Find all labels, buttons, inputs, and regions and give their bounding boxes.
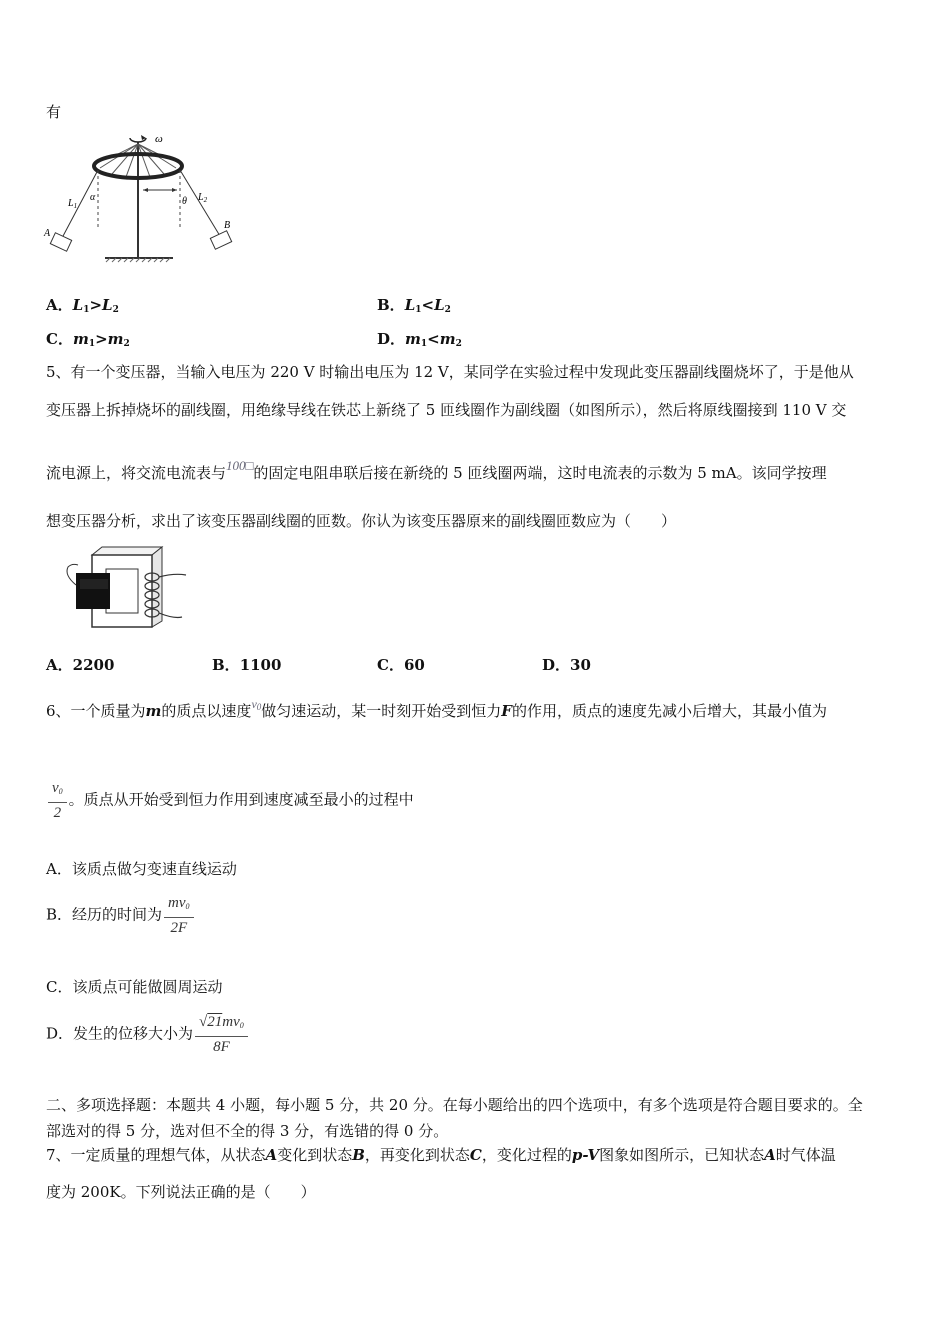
resistance-value-image: 100□ [226, 458, 254, 473]
q4-option-b[interactable]: B．$L_1<L_2$ [377, 296, 451, 315]
q5-line-4: 想变压器分析，求出了该变压器副线圈的匝数。你认为该变压器原来的副线圈匝数应为（ ） [46, 512, 677, 530]
q5-line-3: 流电源上，将交流电流表与100□的固定电阻串联后接在新绕的 5 匝线圈两端，这时电流表的示数为 5 mA。该同学按理 [46, 458, 827, 482]
q6-option-d[interactable]: D．发生的位移大小为 $\frac{√21mv_0}{8F}$ [46, 1012, 250, 1057]
q6-option-c[interactable]: C．该质点可能做圆周运动 [46, 978, 223, 996]
svg-text:A: A [44, 228, 51, 239]
transformer-figure [60, 545, 190, 630]
q4-option-d[interactable]: D．$m_1<m_2$ [377, 330, 462, 349]
q6-line-2: $\frac{v_0}{2}$ 。质点从开始受到恒力作用到速度减至最小的过程中 [46, 778, 414, 823]
q5-line-2: 变压器上拆掉烧坏的副线圈，用绝缘导线在铁芯上新绕了 5 匝线圈作为副线圈（如图所示），然后将原线圈接到 110 V 交 [46, 401, 847, 419]
q6-option-a[interactable]: A．该质点做匀变速直线运动 [46, 860, 237, 878]
svg-text:θ: θ [182, 196, 187, 207]
q4-option-a[interactable]: A．$L_1>L_2$ [46, 296, 119, 315]
omega-label: ω [155, 133, 163, 145]
svg-text:α: α [90, 192, 96, 203]
q4-option-c[interactable]: C．$m_1>m_2$ [46, 330, 130, 349]
q5-line-1: 5、有一个变压器，当输入电压为 220 V 时输出电压为 12 V，某同学在实验过程中发现此变压器副线圈烧坏了，于是他从 [46, 363, 854, 381]
svg-text:L1: $L_1$ [68, 198, 78, 210]
q5-option-b[interactable]: B．1100 [212, 656, 282, 674]
svg-text:L2: $L_2$ [198, 192, 208, 204]
min-velocity-fraction: $\frac{v_0}{2}$ [48, 778, 67, 823]
section-2-line-2: 部选对的得 5 分，选对但不全的得 3 分，有选错的得 0 分。 [46, 1122, 449, 1140]
q5-option-d[interactable]: D．30 [542, 656, 591, 674]
intro-text: 有 [46, 103, 62, 121]
q6-option-b[interactable]: B．经历的时间为 $\frac{mv_0}{2F}$ [46, 893, 196, 938]
rotating-ring-figure [40, 128, 250, 268]
q5-option-c[interactable]: C．60 [377, 656, 425, 674]
section-2-line-1: 二、多项选择题：本题共 4 小题，每小题 5 分，共 20 分。在每小题给出的四个选项中，有多个选项是符合题目要求的。全 [46, 1096, 863, 1114]
svg-text:B: B [224, 220, 231, 231]
q7-line-2: 度为 200K。下列说法正确的是（ ） [46, 1183, 316, 1201]
q6-line-1: 6、一个质量为m的质点以速度$^{v_0}$做匀速运动，某一时刻开始受到恒力F的作用，质点的速度先减小后增大，其最小值为 [46, 697, 827, 720]
q7-line-1: 7、一定质量的理想气体，从状态A变化到状态B，再变化到状态C，变化过程的p-V图象如图所示，已知状态A时气体温 [46, 1146, 836, 1164]
q5-option-a[interactable]: A．2200 [46, 656, 115, 674]
